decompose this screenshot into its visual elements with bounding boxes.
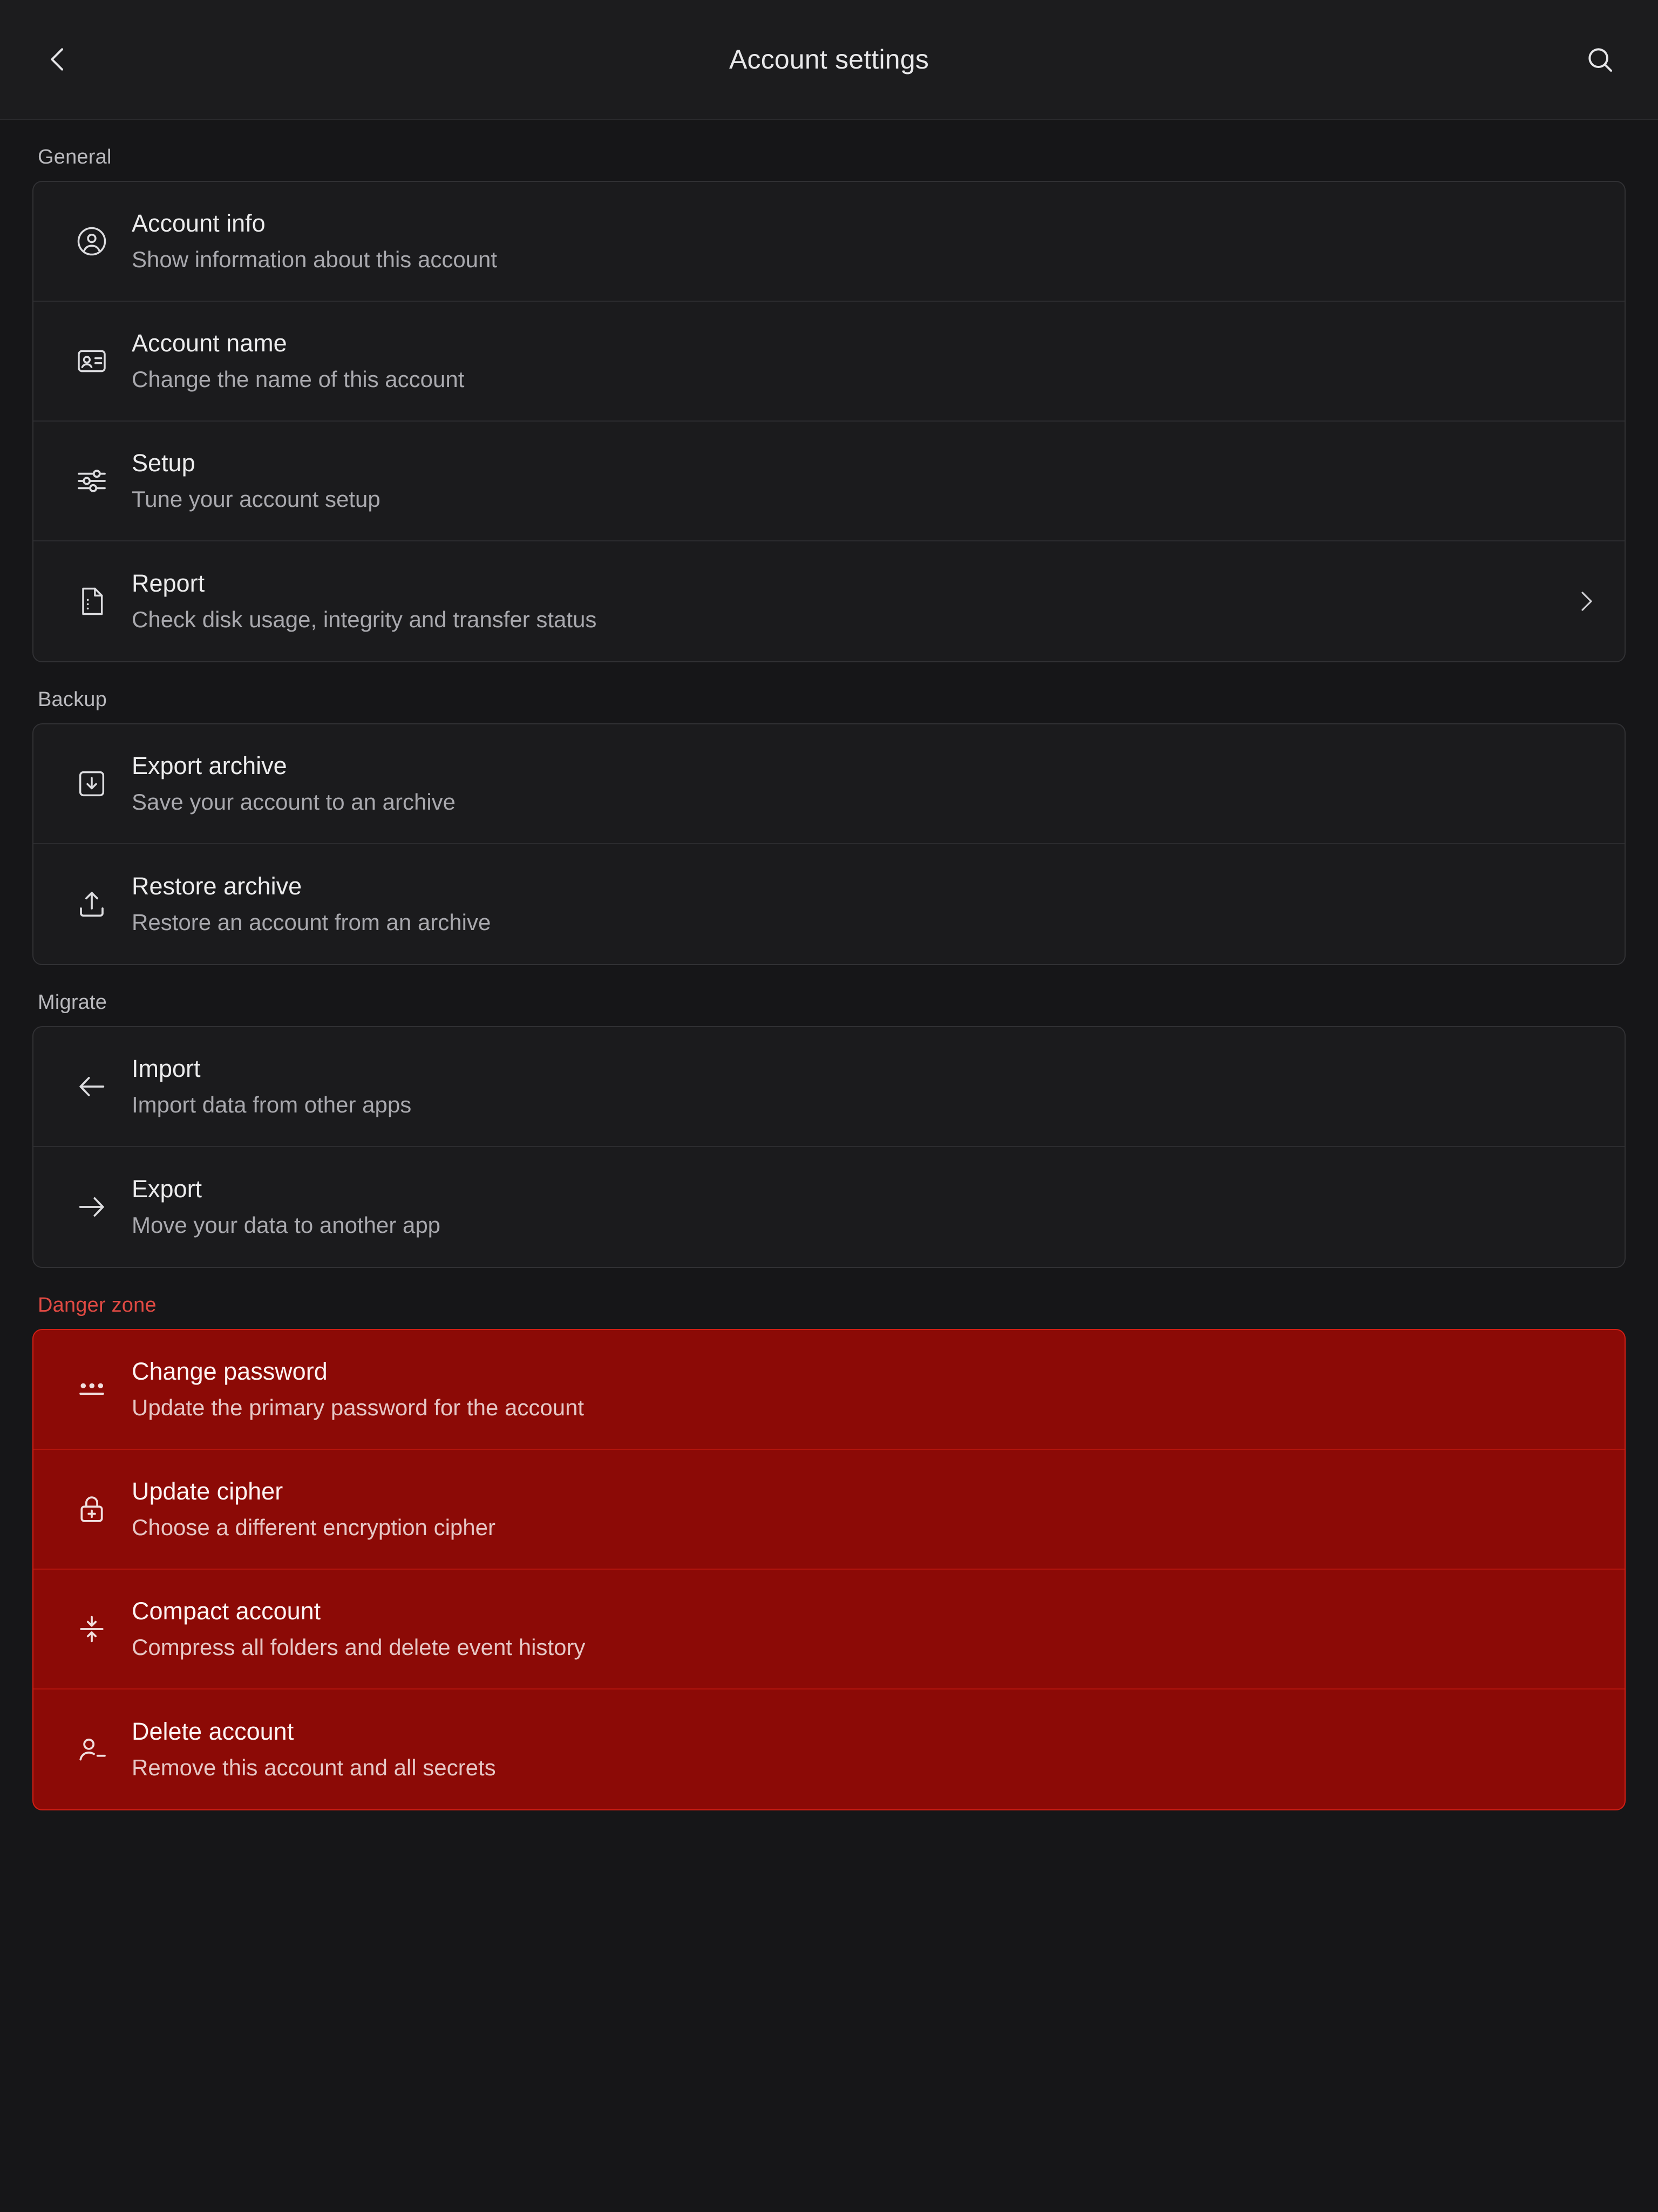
- setting-row-text: [124, 751, 1555, 817]
- setting-title: Delete account: [132, 1717, 294, 1745]
- search-icon: [1585, 44, 1615, 74]
- arrow-right-icon: [59, 1190, 124, 1224]
- setting-title: Restore archive: [132, 872, 302, 900]
- back-button[interactable]: [43, 35, 92, 84]
- setting-subtitle: Move your data to another app: [132, 1212, 441, 1238]
- compress-icon: [59, 1612, 124, 1646]
- page-title: Account settings: [729, 44, 929, 74]
- setting-row-report[interactable]: [33, 541, 1625, 661]
- setting-title: Import: [132, 1054, 201, 1082]
- section-card-migrate: [32, 1026, 1626, 1268]
- setting-title: Change password: [132, 1357, 328, 1385]
- account-circle-icon: [59, 224, 124, 259]
- search-button[interactable]: [1566, 35, 1615, 84]
- setting-subtitle: Tune your account setup: [132, 486, 380, 512]
- setting-title: Report: [132, 569, 205, 597]
- section-label-general: General: [38, 146, 112, 168]
- setting-row-export-archive[interactable]: [33, 724, 1625, 844]
- password-dots-icon: [59, 1372, 124, 1407]
- setting-title: Account info: [132, 209, 266, 237]
- setting-subtitle: Compress all folders and delete event history: [132, 1634, 586, 1660]
- setting-title: Export: [132, 1175, 202, 1203]
- app-header: [0, 0, 1658, 120]
- setting-title: Update cipher: [132, 1477, 283, 1505]
- setting-row-export[interactable]: [33, 1147, 1625, 1267]
- setting-row-text: [124, 1174, 1555, 1240]
- id-card-icon: [59, 344, 124, 378]
- setting-row-update-cipher[interactable]: [33, 1450, 1625, 1570]
- lock-plus-icon: [59, 1492, 124, 1526]
- section-label-danger-zone: Danger zone: [38, 1294, 157, 1317]
- setting-row-text: [124, 1476, 1555, 1543]
- section-card-backup: [32, 723, 1626, 965]
- setting-row-text: [124, 1356, 1555, 1423]
- setting-row-text: [124, 1716, 1555, 1783]
- setting-row-compact-account[interactable]: [33, 1570, 1625, 1689]
- arrow-left-icon: [59, 1069, 124, 1104]
- upload-icon: [59, 887, 124, 921]
- setting-row-text: [124, 568, 1555, 635]
- setting-title: Account name: [132, 329, 287, 357]
- setting-row-text: [124, 871, 1555, 938]
- section-card-general: [32, 181, 1626, 662]
- setting-row-restore-archive[interactable]: [33, 844, 1625, 964]
- section-label-migrate: Migrate: [38, 991, 107, 1014]
- setting-row-text: [124, 208, 1555, 275]
- setting-row-change-password[interactable]: [33, 1330, 1625, 1450]
- setting-title: Compact account: [132, 1597, 321, 1625]
- setting-subtitle: Import data from other apps: [132, 1091, 412, 1117]
- setting-title: Setup: [132, 449, 195, 477]
- setting-subtitle: Restore an account from an archive: [132, 909, 491, 935]
- setting-subtitle: Show information about this account: [132, 246, 498, 272]
- document-report-icon: [59, 584, 124, 619]
- chevron-left-icon: [43, 44, 73, 74]
- section-label-backup: Backup: [38, 688, 107, 711]
- setting-subtitle: Remove this account and all secrets: [132, 1754, 496, 1780]
- setting-row-delete-account[interactable]: [33, 1689, 1625, 1809]
- setting-subtitle: Check disk usage, integrity and transfer status: [132, 606, 597, 632]
- chevron-right-icon[interactable]: [1555, 588, 1599, 614]
- setting-row-text: [124, 328, 1555, 395]
- setting-row-text: [124, 1054, 1555, 1120]
- person-remove-icon: [59, 1732, 124, 1767]
- archive-download-icon: [59, 766, 124, 801]
- setting-subtitle: Save your account to an archive: [132, 789, 456, 815]
- section-card-danger-zone: [32, 1329, 1626, 1810]
- settings-content: [0, 120, 1658, 2212]
- setting-row-text: [124, 448, 1555, 514]
- setting-row-import[interactable]: [33, 1027, 1625, 1147]
- setting-row-account-name[interactable]: [33, 302, 1625, 422]
- setting-subtitle: Choose a different encryption cipher: [132, 1514, 495, 1540]
- sliders-icon: [59, 464, 124, 498]
- setting-row-setup[interactable]: [33, 422, 1625, 541]
- setting-subtitle: Update the primary password for the account: [132, 1394, 585, 1420]
- setting-row-text: [124, 1596, 1555, 1663]
- setting-subtitle: Change the name of this account: [132, 366, 465, 392]
- setting-row-account-info[interactable]: [33, 182, 1625, 302]
- setting-title: Export archive: [132, 751, 287, 779]
